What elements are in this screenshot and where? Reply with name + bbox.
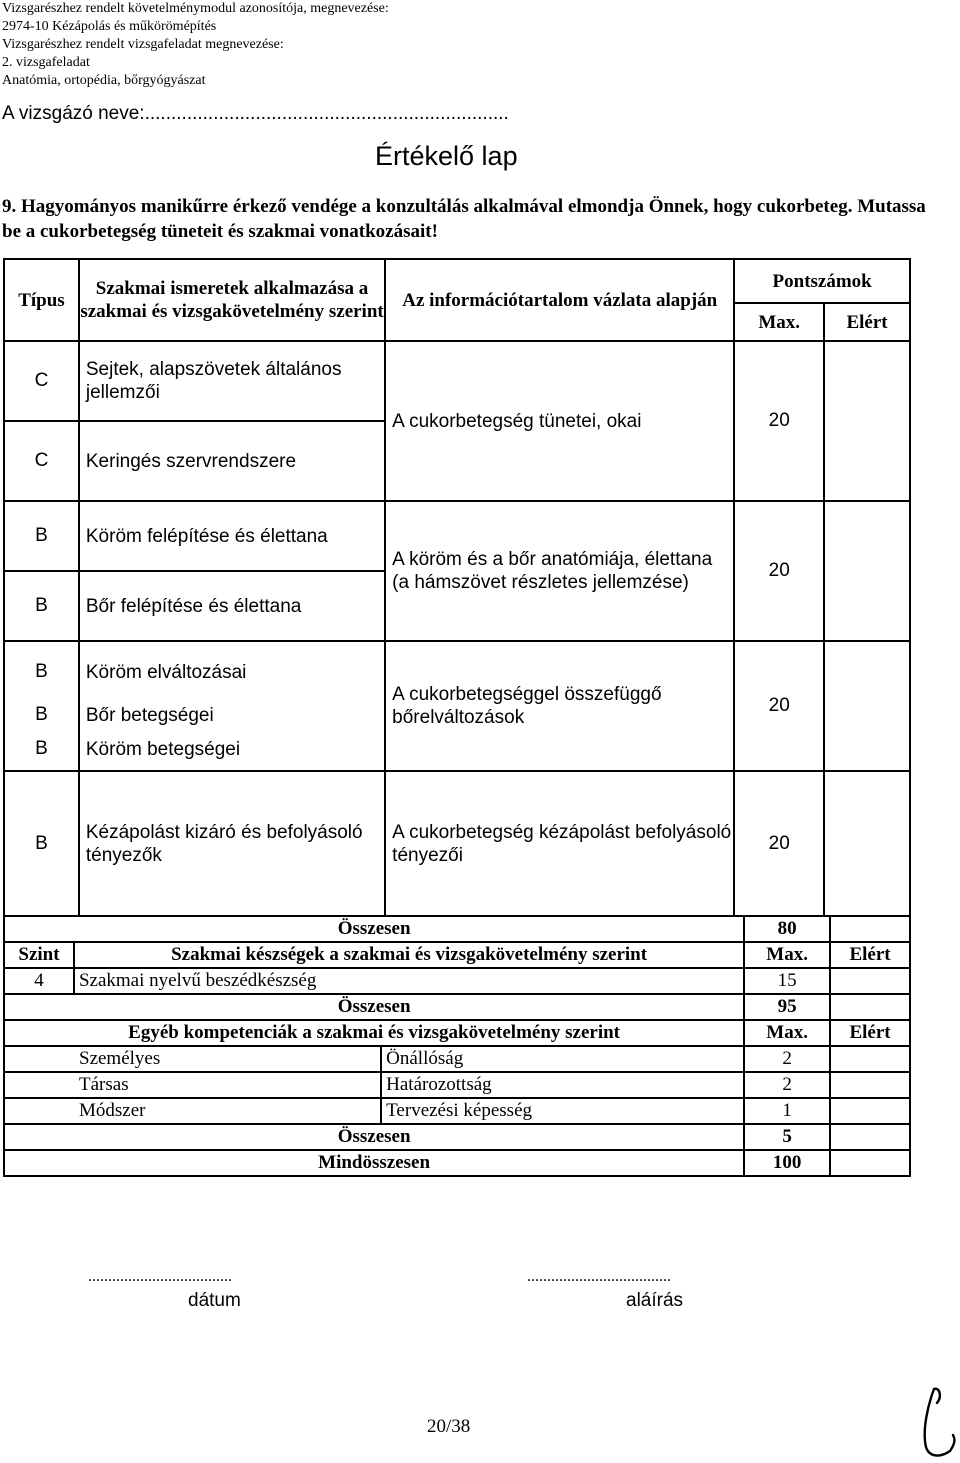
topic-cell: Köröm betegségei <box>85 738 241 760</box>
info-cell: A cukorbetegséggel összefüggő bőrelváltozások <box>385 641 734 771</box>
type-cell: B <box>4 501 79 571</box>
total-label: Összesen <box>4 1124 744 1150</box>
type-cell: B <box>35 738 48 759</box>
topic-cell: Keringés szervrendszere <box>79 421 385 501</box>
header-line: Vizsgarészhez rendelt vizsgafeladat megnevezése: <box>2 37 284 52</box>
skill-name: Szakmai nyelvű beszédkészség <box>74 968 744 994</box>
competency-name: Határozottság <box>381 1072 744 1098</box>
task-description: 9. Hagyományos manikűrre érkező vendége a konzultálás alkalmával elmondja Önnek, hogy cukorbeteg. Mutassa be a cukorbetegség tüneteit és szakmai vonatkozásait! <box>2 196 926 242</box>
total-value: 80 <box>744 916 830 942</box>
col-header-info: Az információtartalom vázlata alapján <box>385 259 734 341</box>
competency-area: Személyes <box>4 1046 381 1072</box>
col-header-points: Pontszámok <box>734 259 910 303</box>
max-header: Max. <box>744 1020 830 1046</box>
type-cell: B <box>4 571 79 641</box>
total-value: 95 <box>744 994 830 1020</box>
grand-total-label: Mindösszesen <box>4 1150 744 1176</box>
header-line: 2. vizsgafeladat <box>2 55 90 70</box>
col-header-type: Típus <box>4 259 79 341</box>
achieved-points-cell[interactable] <box>824 501 910 641</box>
achieved-points-cell[interactable] <box>824 771 910 916</box>
competency-max: 2 <box>744 1046 830 1072</box>
signature-line: .................................... <box>527 1268 671 1285</box>
col-header-knowledge: Szakmai ismeretek alkalmazása a szakmai és vizsgakövetelmény szerint <box>79 259 385 341</box>
type-cell: C <box>4 341 79 421</box>
header-line: 2974-10 Kézápolás és műkörömépítés <box>2 19 217 34</box>
signature-label: aláírás <box>626 1290 684 1311</box>
info-cell: A cukorbetegség tünetei, okai <box>385 341 734 501</box>
topic-cell: Kézápolást kizáró és befolyásoló tényezők <box>79 771 385 916</box>
max-points-cell: 20 <box>734 501 824 641</box>
candidate-name-line: A vizsgázó neve:..................................................................... <box>2 103 509 124</box>
topic-cell: Sejtek, alapszövetek általános jellemzői <box>79 341 385 421</box>
grand-total-value: 100 <box>744 1150 830 1176</box>
competency-area: Társas <box>4 1072 381 1098</box>
achieved-points-cell[interactable] <box>824 641 910 771</box>
total-label: Összesen <box>4 916 744 942</box>
type-cell: C <box>4 421 79 501</box>
type-stack <box>4 641 79 771</box>
header-line: Vizsgarészhez rendelt követelménymodul azonosítója, megnevezése: <box>2 1 389 16</box>
topic-cell: Köröm elváltozásai <box>85 661 247 683</box>
achieved-total-cell[interactable] <box>830 994 910 1020</box>
evaluation-table <box>3 258 911 917</box>
competency-achieved-cell[interactable] <box>830 1098 910 1124</box>
topic-cell: Bőr betegségei <box>85 704 214 726</box>
skill-level: 4 <box>4 968 74 994</box>
achieved-total-cell[interactable] <box>830 916 910 942</box>
type-cell: B <box>35 661 48 682</box>
competency-max: 2 <box>744 1072 830 1098</box>
competencies-header: Egyéb kompetenciák a szakmai és vizsgakövetelmény szerint <box>4 1020 744 1046</box>
type-cell: B <box>35 704 48 725</box>
level-header: Szint <box>4 942 74 968</box>
topic-stack <box>79 641 385 771</box>
skill-achieved-cell[interactable] <box>830 968 910 994</box>
achieved-total-cell[interactable] <box>830 1124 910 1150</box>
competency-max: 1 <box>744 1098 830 1124</box>
page-number: 20/38 <box>427 1416 471 1437</box>
achieved-points-cell[interactable] <box>824 341 910 501</box>
header-line: Anatómia, ortopédia, bőrgyógyászat <box>2 73 206 88</box>
summary-table <box>3 915 911 1177</box>
competency-area: Módszer <box>4 1098 381 1124</box>
competency-achieved-cell[interactable] <box>830 1046 910 1072</box>
document-header <box>2 0 389 90</box>
achieved-header: Elért <box>830 1020 910 1046</box>
total-label: Összesen <box>4 994 744 1020</box>
competency-achieved-cell[interactable] <box>830 1072 910 1098</box>
info-cell: A köröm és a bőr anatómiája, élettana (a hámszövet részletes jellemzése) <box>385 501 734 641</box>
competency-name: Önállóság <box>381 1046 744 1072</box>
achieved-header: Elért <box>830 942 910 968</box>
date-label: dátum <box>188 1290 241 1311</box>
skill-max: 15 <box>744 968 830 994</box>
max-points-cell: 20 <box>734 641 824 771</box>
topic-cell: Bőr felépítése és élettana <box>79 571 385 641</box>
max-points-cell: 20 <box>734 341 824 501</box>
topic-cell: Köröm felépítése és élettana <box>79 501 385 571</box>
col-header-max: Max. <box>734 303 824 341</box>
max-points-cell: 20 <box>734 771 824 916</box>
competency-name: Tervezési képesség <box>381 1098 744 1124</box>
max-header: Max. <box>744 942 830 968</box>
type-cell: B <box>4 771 79 916</box>
page-title: Értékelő lap <box>375 141 518 171</box>
skills-header: Szakmai készségek a szakmai és vizsgakövetelmény szerint <box>74 942 744 968</box>
handwritten-initial-icon <box>920 1385 958 1460</box>
info-cell: A cukorbetegség kézápolást befolyásoló tényezői <box>385 771 734 916</box>
grand-total-achieved-cell[interactable] <box>830 1150 910 1176</box>
total-value: 5 <box>744 1124 830 1150</box>
date-line: .................................... <box>88 1268 232 1285</box>
col-header-achieved: Elért <box>824 303 910 341</box>
